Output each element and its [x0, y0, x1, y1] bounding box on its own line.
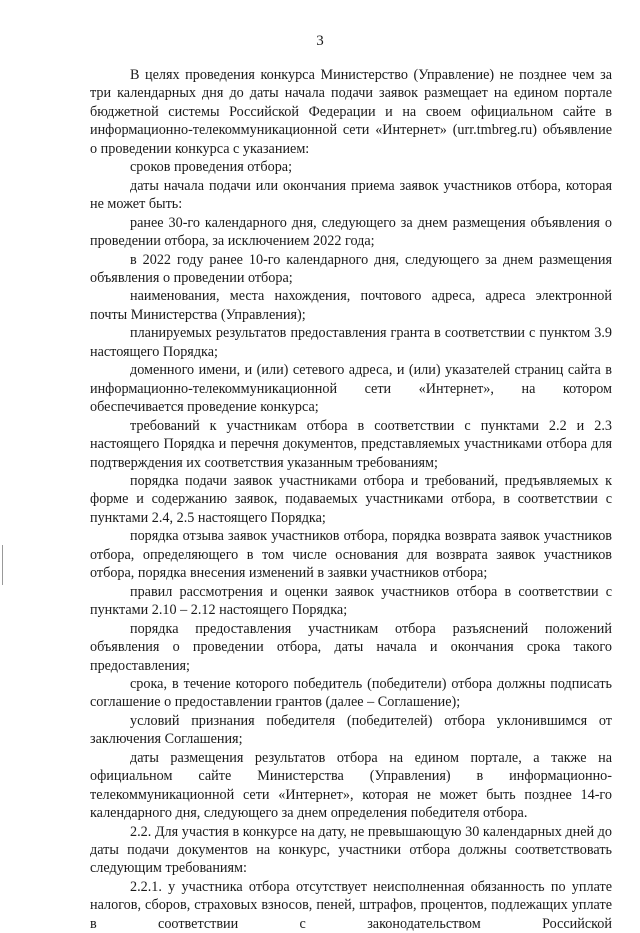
- paragraph-item: даты размещения результатов отбора на едином портале, а также на официальном сайте Министерства (Управления) в информационно-телекоммуникационной сети «Интернет», которая не может быть позднее 14-го календарного дня, следующего за днем определения победителя отбора.: [90, 749, 612, 822]
- paragraph-item: условий признания победителя (победителей) отбора уклонившимся от заключения Соглашения;: [90, 712, 612, 748]
- paragraph-item: порядка отзыва заявок участников отбора, порядка возврата заявок участников отбора, определяющего в том числе основания для возврата заявок участников отбора, порядка внесения изменений в заявки участников отбора;: [90, 528, 612, 582]
- document-body: [90, 66, 612, 933]
- paragraph-item: даты начала подачи или окончания приема заявок участников отбора, которая не может быть:: [90, 177, 612, 213]
- paragraph-item: в 2022 году ранее 10-го календарного дня, следующего за днем размещения объявления о проведении отбора;: [90, 251, 612, 286]
- paragraph-item: сроков проведения отбора;: [130, 159, 293, 176]
- paragraph-item: ранее 30-го календарного дня, следующего за днем размещения объявления о проведении отбора, за исключением 2022 года;: [90, 214, 612, 250]
- paragraph-item: правил рассмотрения и оценки заявок участников отбора в соответствии с пунктами 2.10 – 2.12 настоящего Порядка;: [90, 583, 612, 619]
- paragraph-item: порядка подачи заявок участниками отбора и требований, предъявляемых к форме и содержанию заявок, подаваемых участниками отбора, в соответствии с пунктами 2.4, 2.5 настоящего Порядка;: [90, 472, 612, 526]
- paragraph-intro: В целях проведения конкурса Министерство (Управление) не позднее чем за три календарных дня до даты начала подачи заявок размещает на едином портале бюджетной системы Российской Федерации и на своем официальном сайте в информационно-телекоммуникационной сети «Интернет» (urr.tmbreg.ru) объявление о проведении конкурса с указанием:: [90, 67, 612, 157]
- paragraph-item: планируемых результатов предоставления гранта в соответствии с пунктом 3.9 настоящего Порядка;: [90, 325, 612, 360]
- paragraph-item: порядка предоставления участникам отбора разъяснений положений объявления о проведении отбора, даты начала и окончания срока такого предоставления;: [90, 620, 612, 674]
- paragraph-item: наименования, места нахождения, почтового адреса, адреса электронной почты Министерства (Управления);: [90, 288, 612, 323]
- page-number: 3: [316, 33, 324, 49]
- margin-mark: [2, 545, 3, 585]
- paragraph-item: требований к участникам отбора в соответствии с пунктами 2.2 и 2.3 настоящего Порядка и перечня документов, представляемых участниками отбора для подтверждения их соответствия указанным требованиям;: [90, 417, 612, 471]
- paragraph-item: срока, в течение которого победитель (победители) отбора должны подписать соглашение о предоставлении грантов (далее – Соглашение);: [90, 675, 612, 711]
- paragraph-item: доменного имени, и (или) сетевого адреса, и (или) указателей страниц сайта в информационно-телекоммуникационной сети «Интернет», на котором обеспечивается проведение конкурса;: [90, 362, 612, 416]
- paragraph-section-2-2: 2.2. Для участия в конкурсе на дату, не превышающую 30 календарных дней до даты подачи документов на конкурс, участники отбора должны соответствовать следующим требованиям:: [90, 823, 612, 877]
- paragraph-section-2-2-1: 2.2.1. у участника отбора отсутствует неисполненная обязанность по уплате налогов, сборов, страховых взносов, пеней, штрафов, процентов, подлежащих уплате в соответствии с законодательством Российской: [90, 878, 612, 932]
